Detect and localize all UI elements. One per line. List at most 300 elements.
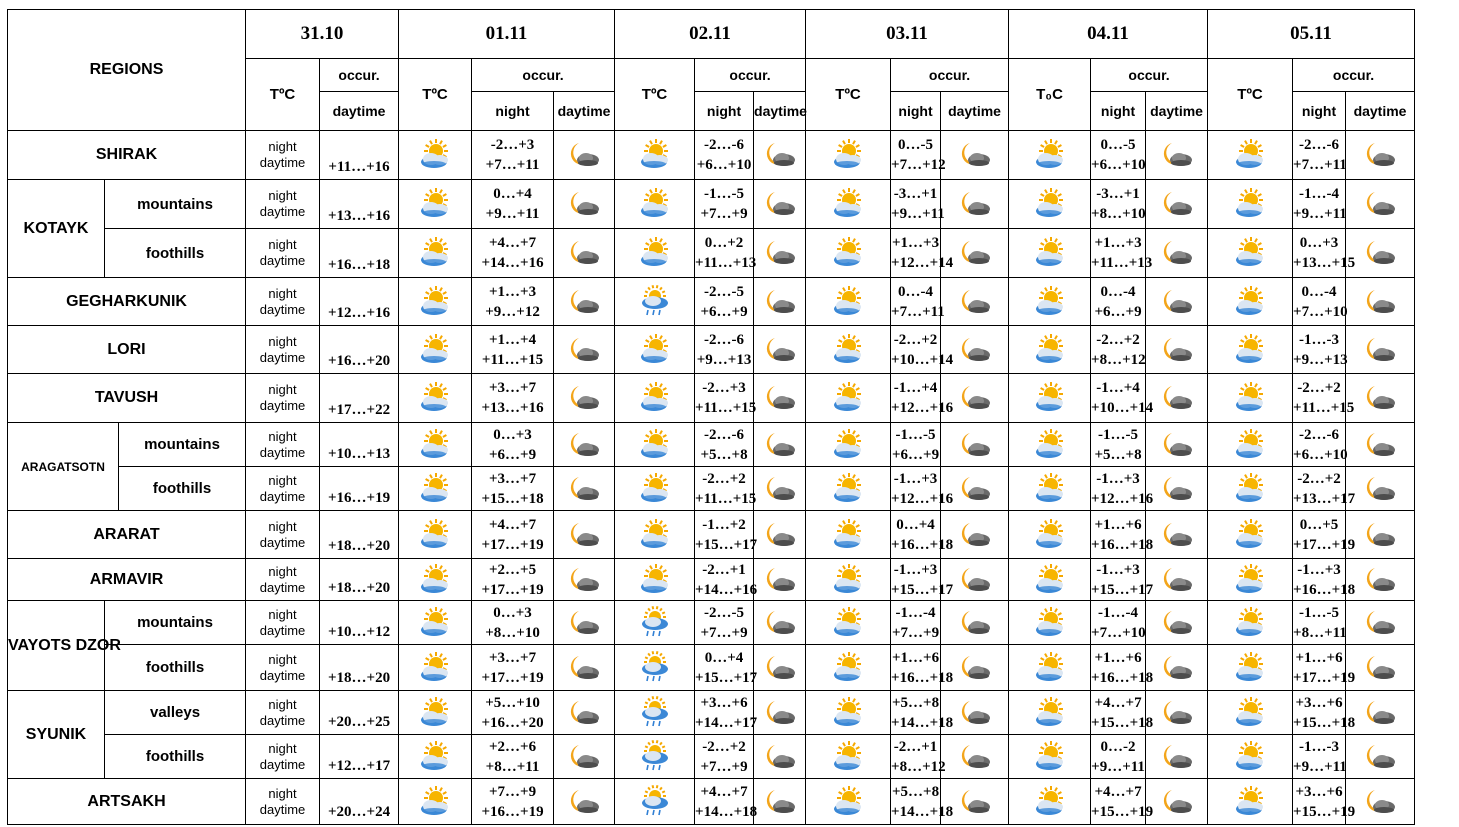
night-label: night xyxy=(268,382,297,397)
day-temp: +6…+9 xyxy=(488,446,537,463)
night-temp: +4…+7 xyxy=(1094,783,1142,800)
night-icon-cell xyxy=(554,645,615,691)
temp-cell xyxy=(695,645,758,691)
daytime-label: daytime xyxy=(259,398,306,413)
night-temp: -1…-5 xyxy=(895,426,936,443)
night-icon-cell xyxy=(554,326,615,374)
temp-cell xyxy=(1293,229,1356,278)
night-label: night xyxy=(268,785,297,801)
daytime-icon-cell xyxy=(615,735,695,779)
daytime-header: daytime xyxy=(554,92,615,131)
moon-cloud-icon xyxy=(763,474,797,504)
night-daytime-labels xyxy=(246,326,320,374)
sun-cloud-icon xyxy=(418,474,452,504)
night-label: night xyxy=(268,428,297,444)
sun-cloud-icon xyxy=(1033,189,1067,219)
night-temp: +1…+6 xyxy=(1094,516,1142,533)
sun-cloud-icon xyxy=(1233,430,1267,460)
forecast-table xyxy=(7,9,1415,825)
night-icon-cell xyxy=(754,735,806,779)
sun-cloud-icon xyxy=(418,287,452,317)
sun-cloud-icon xyxy=(418,335,452,365)
night-temp: -2…-6 xyxy=(704,331,745,348)
daytime-icon-cell xyxy=(806,601,891,645)
sun-cloud-icon xyxy=(418,140,452,170)
moon-cloud-icon xyxy=(1160,474,1194,504)
temp-cell xyxy=(1293,374,1355,423)
sun-cloud-icon xyxy=(831,383,865,413)
night-temp: 0…+3 xyxy=(1299,235,1339,251)
night-temp: -1…+4 xyxy=(893,380,938,396)
day-temp: +14…+18 xyxy=(891,714,954,731)
daytime-icon-cell xyxy=(1009,511,1091,559)
night-icon-cell xyxy=(554,735,615,779)
daytime-icon-cell xyxy=(806,326,891,374)
night-temp: -2…+2 xyxy=(702,470,746,487)
sun-cloud-icon xyxy=(638,520,672,550)
daytime-header: daytime xyxy=(941,92,1009,131)
temp-cell xyxy=(472,779,554,825)
daytime-icon-cell xyxy=(1009,423,1091,467)
night-label: night xyxy=(268,285,297,301)
day-temp: +17…+19 xyxy=(481,536,544,553)
sun-cloud-icon xyxy=(1033,474,1067,504)
day-temp: +6…+10 xyxy=(1293,446,1348,463)
daytime-icon-cell xyxy=(615,326,695,374)
temp-cell xyxy=(891,645,954,691)
moon-cloud-icon xyxy=(567,287,601,317)
night-daytime-labels xyxy=(246,374,320,423)
moon-cloud-icon xyxy=(958,520,992,550)
moon-cloud-icon xyxy=(1160,698,1194,728)
daytime-icon-cell xyxy=(806,374,891,423)
temp-cell: +16…+18 xyxy=(320,229,399,278)
temp-cell: +10…+13 xyxy=(320,423,399,467)
sun-cloud-icon xyxy=(418,238,452,268)
daytime-label: daytime xyxy=(259,488,306,504)
temp-cell: +12…+17 xyxy=(320,735,399,779)
day-temp: +15…+19 xyxy=(1091,803,1154,820)
night-icon-cell xyxy=(1346,229,1415,278)
night-temp: -1…-5 xyxy=(1299,604,1340,621)
night-icon-cell xyxy=(1346,374,1415,423)
daytime-icon-cell xyxy=(806,559,891,601)
night-temp: -1…-4 xyxy=(1299,186,1340,202)
weather-icon-cell xyxy=(399,735,472,779)
night-icon-cell xyxy=(1146,511,1208,559)
night-icon-cell xyxy=(554,229,615,278)
night-temp: +7…+9 xyxy=(488,783,537,800)
sun-cloud-icon xyxy=(1033,565,1067,595)
moon-cloud-icon xyxy=(763,608,797,638)
day-temp: +9…+13 xyxy=(1293,351,1348,368)
moon-cloud-icon xyxy=(1363,608,1397,638)
weather-icon-cell xyxy=(399,180,472,229)
night-temp: -2…-6 xyxy=(1299,426,1340,443)
moon-cloud-icon xyxy=(567,520,601,550)
weather-icon-cell xyxy=(399,511,472,559)
daytime-label: daytime xyxy=(259,204,306,219)
day-temp: +11…+15 xyxy=(1293,400,1355,416)
moon-cloud-icon xyxy=(567,608,601,638)
day-temp: +14…+18 xyxy=(891,803,954,820)
temp-cell xyxy=(695,180,754,229)
occur-header: occur. xyxy=(695,59,806,92)
sun-cloud-icon xyxy=(1033,742,1067,772)
night-temp: +3…+7 xyxy=(488,470,537,487)
sun-cloud-icon xyxy=(831,238,865,268)
night-icon-cell xyxy=(754,601,806,645)
day-temp: +6…+9 xyxy=(891,446,940,463)
night-temp: +1…+3 xyxy=(891,235,940,251)
night-header: night xyxy=(1091,92,1146,131)
daytime-label: daytime xyxy=(259,667,306,683)
moon-cloud-icon xyxy=(763,698,797,728)
sun-cloud-icon xyxy=(638,430,672,460)
date-header: 31.10 xyxy=(246,10,399,59)
rain-cloud-icon xyxy=(638,287,672,317)
temp-cell xyxy=(472,735,554,779)
daytime-label: daytime xyxy=(259,712,306,728)
forecast-table-wrapper xyxy=(7,9,1415,825)
moon-cloud-icon xyxy=(958,189,992,219)
night-temp: 0…-5 xyxy=(898,137,934,153)
sun-cloud-icon xyxy=(1233,140,1267,170)
daytime-header: daytime xyxy=(320,92,399,131)
sun-cloud-icon xyxy=(418,742,452,772)
date-header: 02.11 xyxy=(615,10,806,59)
daytime-icon-cell xyxy=(806,131,891,180)
night-temp: 0…+3 xyxy=(493,604,532,621)
temp-cell xyxy=(695,559,758,601)
daytime-icon-cell xyxy=(1009,735,1091,779)
temp-header: TºC xyxy=(246,59,320,131)
table-row xyxy=(8,278,1415,326)
subregion-name: foothills xyxy=(119,467,246,511)
night-temp: 0…+4 xyxy=(493,186,532,202)
rain-cloud-icon xyxy=(638,742,672,772)
daytime-icon-cell xyxy=(806,735,891,779)
region-name: LORI xyxy=(8,326,246,374)
sun-cloud-icon xyxy=(831,742,865,772)
night-temp: 0…+3 xyxy=(493,426,532,443)
night-icon-cell xyxy=(754,779,806,825)
day-temp: +7…+11 xyxy=(485,157,540,173)
table-row xyxy=(8,559,1415,601)
daytime-icon-cell xyxy=(1208,511,1293,559)
night-daytime-labels xyxy=(246,229,320,278)
day-temp: +15…+17 xyxy=(695,669,758,686)
temp-cell: +18…+20 xyxy=(320,511,399,559)
daytime-icon-cell xyxy=(615,423,695,467)
occur-header: occur. xyxy=(1091,59,1208,92)
daytime-label: daytime xyxy=(259,579,306,595)
day-temp: +16…+18 xyxy=(1293,581,1356,598)
day-temp: +7…+10 xyxy=(1293,303,1348,320)
subregion-name: foothills xyxy=(105,229,246,278)
sun-cloud-icon xyxy=(831,608,865,638)
night-temp: +4…+7 xyxy=(488,235,537,251)
moon-cloud-icon xyxy=(1160,787,1194,817)
sun-cloud-icon xyxy=(418,698,452,728)
daytime-icon-cell xyxy=(1009,374,1091,423)
temp-cell xyxy=(1293,735,1346,779)
night-temp: -1…+3 xyxy=(893,561,938,578)
moon-cloud-icon xyxy=(763,742,797,772)
table-row xyxy=(8,374,1415,423)
daytime-icon-cell xyxy=(1009,326,1091,374)
day-temp: +5…+8 xyxy=(1094,446,1142,463)
sun-cloud-icon xyxy=(1233,787,1267,817)
night-daytime-labels xyxy=(246,278,320,326)
night-temp: +1…+3 xyxy=(488,283,537,300)
region-name: SYUNIK xyxy=(8,691,105,779)
table-row xyxy=(8,229,1415,278)
night-temp: 0…+2 xyxy=(704,235,744,251)
moon-cloud-icon xyxy=(1160,742,1194,772)
weather-icon-cell xyxy=(399,779,472,825)
moon-cloud-icon xyxy=(958,653,992,683)
day-temp: +8…+10 xyxy=(1091,206,1146,222)
moon-cloud-icon xyxy=(763,383,797,413)
day-temp: +14…+16 xyxy=(695,581,758,598)
day-temp: +12…+14 xyxy=(891,255,954,271)
sun-cloud-icon xyxy=(831,698,865,728)
daytime-label: daytime xyxy=(259,622,306,638)
temp-cell xyxy=(1091,180,1146,229)
day-temp: +17…+19 xyxy=(1293,536,1356,553)
moon-cloud-icon xyxy=(567,474,601,504)
temp-cell xyxy=(1293,779,1356,825)
daytime-icon-cell xyxy=(1208,559,1293,601)
night-icon-cell xyxy=(554,779,615,825)
temp-cell xyxy=(1293,423,1346,467)
day-temp: +6…+10 xyxy=(1091,157,1146,173)
daytime-icon-cell xyxy=(1009,645,1091,691)
daytime-header: daytime xyxy=(1146,92,1208,131)
day-temp: +13…+16 xyxy=(481,400,544,416)
moon-cloud-icon xyxy=(1363,742,1397,772)
night-icon-cell xyxy=(1346,601,1415,645)
temp-cell xyxy=(472,423,554,467)
sun-cloud-icon xyxy=(1233,383,1267,413)
day-temp: +16…+18 xyxy=(1091,536,1154,553)
moon-cloud-icon xyxy=(958,140,992,170)
night-daytime-labels xyxy=(246,601,320,645)
night-icon-cell xyxy=(754,326,806,374)
temp-cell xyxy=(1293,511,1356,559)
moon-cloud-icon xyxy=(567,238,601,268)
sun-cloud-icon xyxy=(638,383,672,413)
day-temp: +7…+12 xyxy=(891,157,946,173)
daytime-icon-cell xyxy=(1208,180,1293,229)
daytime-icon-cell xyxy=(806,779,891,825)
night-icon-cell xyxy=(754,691,806,735)
temp-cell xyxy=(1293,326,1346,374)
night-icon-cell xyxy=(1146,423,1208,467)
night-header: night xyxy=(472,92,554,131)
moon-cloud-icon xyxy=(567,189,601,219)
temp-cell xyxy=(695,326,754,374)
night-temp: -1…+4 xyxy=(1096,380,1140,396)
temp-cell xyxy=(891,735,946,779)
temp-cell xyxy=(472,326,554,374)
night-temp: -1…-5 xyxy=(704,186,745,202)
night-icon-cell xyxy=(754,180,806,229)
daytime-icon-cell xyxy=(1208,601,1293,645)
night-icon-cell xyxy=(941,131,1009,180)
table-row xyxy=(8,511,1415,559)
daytime-icon-cell xyxy=(806,180,891,229)
night-icon-cell xyxy=(1146,779,1208,825)
temp-cell xyxy=(695,779,758,825)
temp-header: TºC xyxy=(1208,59,1293,131)
day-temp: +10…+14 xyxy=(891,351,954,368)
moon-cloud-icon xyxy=(1160,520,1194,550)
moon-cloud-icon xyxy=(763,565,797,595)
night-daytime-labels xyxy=(246,511,320,559)
night-temp: -2…-6 xyxy=(1299,137,1340,153)
sun-cloud-icon xyxy=(831,787,865,817)
temp-cell xyxy=(891,467,954,511)
weather-icon-cell xyxy=(399,467,472,511)
night-label: night xyxy=(268,606,297,622)
temp-cell xyxy=(1091,131,1146,180)
temp-cell: +10…+12 xyxy=(320,601,399,645)
day-temp: +17…+19 xyxy=(1293,669,1356,686)
sun-cloud-icon xyxy=(1233,653,1267,683)
night-temp: +1…+4 xyxy=(488,331,537,348)
day-temp: +9…+12 xyxy=(485,303,540,320)
daytime-label: daytime xyxy=(259,349,306,365)
temp-cell: +16…+20 xyxy=(320,326,399,374)
day-temp: +10…+14 xyxy=(1091,400,1154,416)
subregion-name: mountains xyxy=(105,180,246,229)
temp-header: TºC xyxy=(806,59,891,131)
sun-cloud-icon xyxy=(831,140,865,170)
temp-cell xyxy=(891,131,946,180)
daytime-icon-cell xyxy=(1208,467,1293,511)
day-temp: +9…+11 xyxy=(891,206,945,222)
moon-cloud-icon xyxy=(958,608,992,638)
night-temp: -1…-3 xyxy=(1299,331,1340,348)
sun-cloud-icon xyxy=(1033,140,1067,170)
moon-cloud-icon xyxy=(567,742,601,772)
region-name: KOTAYK xyxy=(8,180,105,278)
sun-cloud-icon xyxy=(1033,287,1067,317)
night-temp: -2…+1 xyxy=(893,738,938,755)
moon-cloud-icon xyxy=(1160,383,1194,413)
region-name: SHIRAK xyxy=(8,131,246,180)
night-temp: -2…+2 xyxy=(702,738,746,755)
daytime-icon-cell xyxy=(806,229,891,278)
night-temp: -1…-4 xyxy=(895,604,936,621)
day-temp: +11…+15 xyxy=(481,351,544,368)
table-row xyxy=(8,180,1415,229)
night-temp: +3…+7 xyxy=(488,649,537,666)
region-name: ARAGATSOTN xyxy=(8,423,119,511)
day-temp: +16…+18 xyxy=(1091,669,1154,686)
night-daytime-labels xyxy=(246,735,320,779)
night-icon-cell xyxy=(554,180,615,229)
sun-cloud-icon xyxy=(1233,520,1267,550)
moon-cloud-icon xyxy=(958,383,992,413)
sun-cloud-icon xyxy=(418,520,452,550)
moon-cloud-icon xyxy=(1363,430,1397,460)
temp-cell: +20…+25 xyxy=(320,691,399,735)
day-temp: +13…+15 xyxy=(1293,255,1356,271)
table-row xyxy=(8,735,1415,779)
sun-cloud-icon xyxy=(1033,335,1067,365)
moon-cloud-icon xyxy=(567,787,601,817)
moon-cloud-icon xyxy=(1160,608,1194,638)
night-header: night xyxy=(695,92,754,131)
night-label: night xyxy=(268,237,297,252)
daytime-icon-cell xyxy=(1009,467,1091,511)
temp-cell xyxy=(1293,645,1356,691)
night-icon-cell xyxy=(1346,645,1415,691)
night-icon-cell xyxy=(754,278,806,326)
night-temp: -2…-5 xyxy=(704,604,745,621)
day-temp: +6…+9 xyxy=(700,303,748,320)
night-temp: -2…+3 xyxy=(490,137,535,153)
moon-cloud-icon xyxy=(1363,698,1397,728)
daytime-icon-cell xyxy=(1009,229,1091,278)
night-temp: +1…+6 xyxy=(1295,649,1343,666)
day-temp: +13…+17 xyxy=(1293,490,1356,507)
night-icon-cell xyxy=(1346,779,1415,825)
night-icon-cell xyxy=(1346,326,1415,374)
night-temp: 0…+5 xyxy=(1299,516,1339,533)
night-daytime-labels xyxy=(246,180,320,229)
weather-icon-cell xyxy=(399,229,472,278)
night-icon-cell xyxy=(754,423,806,467)
night-temp: -3…+1 xyxy=(893,186,938,202)
night-icon-cell xyxy=(554,511,615,559)
table-row xyxy=(8,467,1415,511)
regions-header: REGIONS xyxy=(8,10,246,131)
night-icon-cell xyxy=(754,645,806,691)
temp-cell xyxy=(891,423,941,467)
night-temp: +3…+6 xyxy=(700,694,748,711)
temp-cell xyxy=(695,511,758,559)
day-temp: +14…+16 xyxy=(481,255,544,271)
sun-cloud-icon xyxy=(1033,653,1067,683)
night-icon-cell xyxy=(754,374,806,423)
temp-cell xyxy=(695,374,757,423)
night-icon-cell xyxy=(1346,735,1415,779)
night-icon-cell xyxy=(1346,278,1415,326)
weather-icon-cell xyxy=(399,423,472,467)
sun-cloud-icon xyxy=(418,565,452,595)
day-temp: +11…+13 xyxy=(695,255,757,271)
night-icon-cell xyxy=(1146,645,1208,691)
day-temp: +5…+8 xyxy=(700,446,748,463)
daytime-icon-cell xyxy=(1009,131,1091,180)
sun-cloud-icon xyxy=(1233,698,1267,728)
region-name: GEGHARKUNIK xyxy=(8,278,246,326)
daytime-icon-cell xyxy=(806,691,891,735)
day-temp: +7…+9 xyxy=(700,206,748,222)
night-icon-cell xyxy=(554,278,615,326)
day-temp: +16…+19 xyxy=(481,803,544,820)
moon-cloud-icon xyxy=(567,430,601,460)
sun-cloud-icon xyxy=(1033,383,1067,413)
daytime-icon-cell xyxy=(615,278,695,326)
temp-cell xyxy=(472,374,554,423)
table-row xyxy=(8,423,1415,467)
night-daytime-labels xyxy=(246,559,320,601)
